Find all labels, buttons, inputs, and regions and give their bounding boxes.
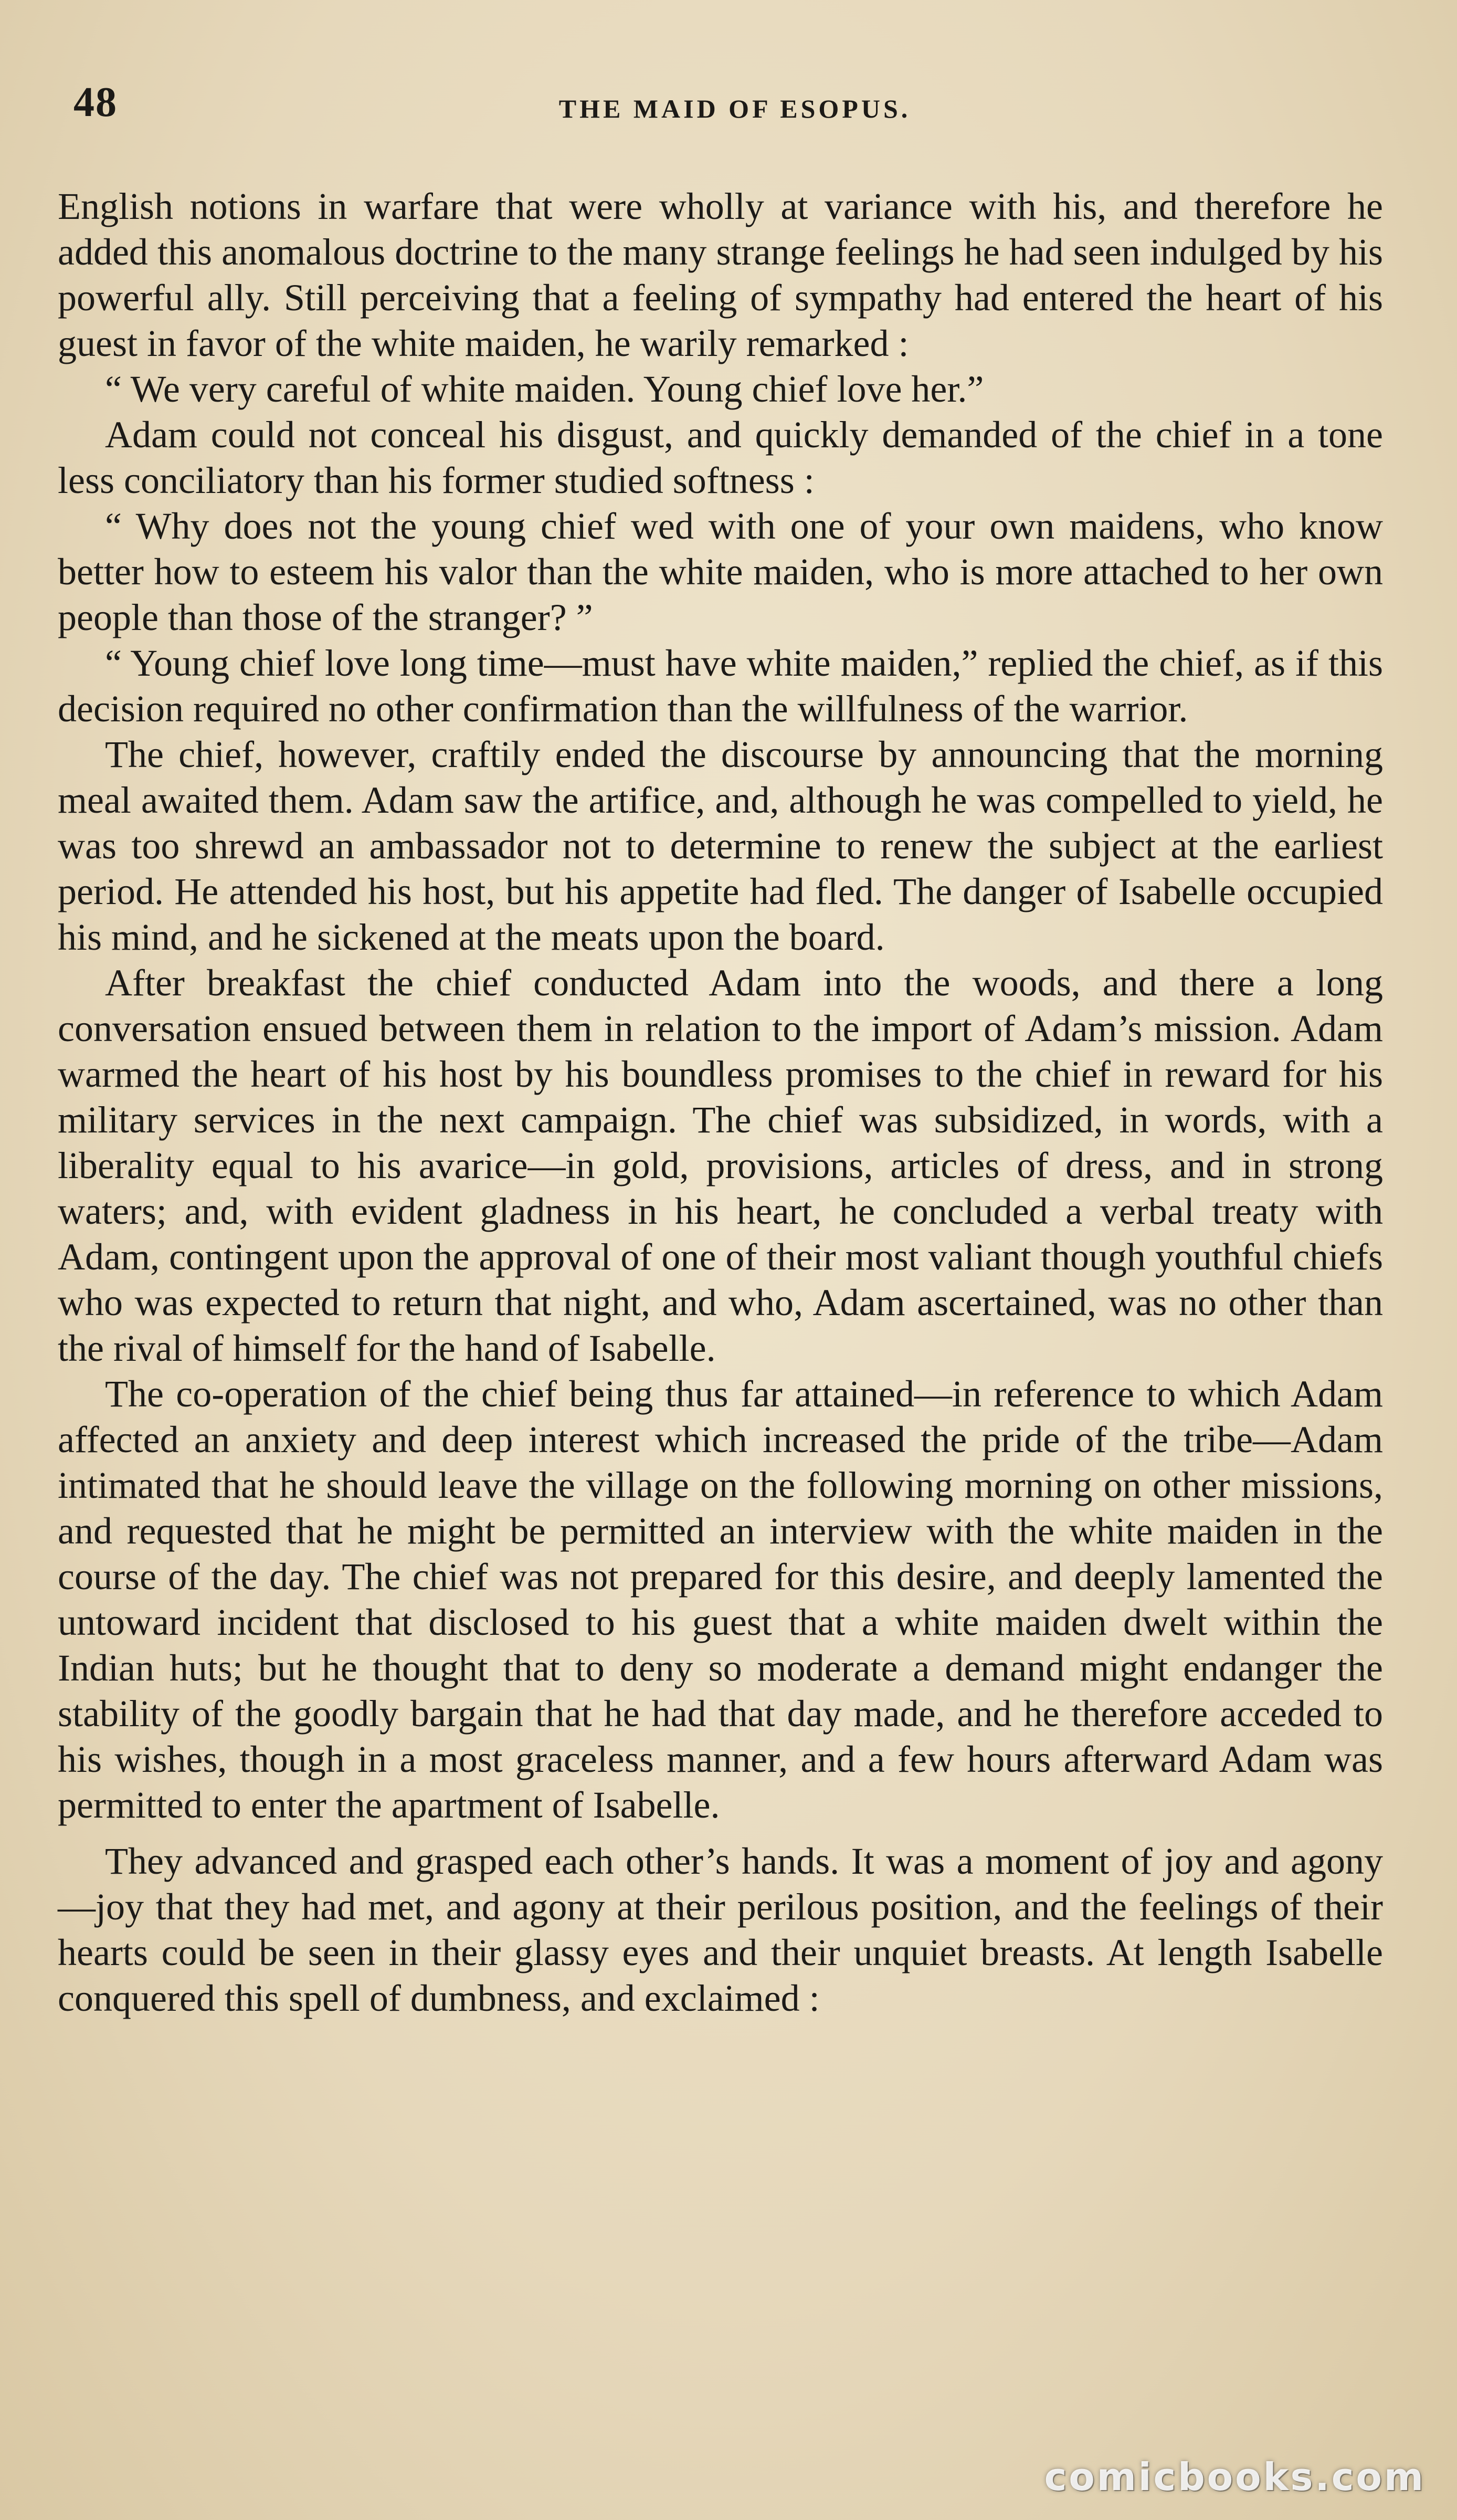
paragraph-5: “ Young chief love long time—must have white maiden,” replied the chief, as if this decision required no other confirmation than the willfulness of the warrior. (58, 642, 1383, 730)
paragraph-4: “ Why does not the young chief wed with one of your own maidens, who know better how to esteem his valor than the white maiden, who is more attached to her own people than those of the stranger? ” (58, 505, 1383, 638)
paragraph-6: The chief, however, craftily ended the discourse by announcing that the morning meal awaited them. Adam saw the artifice, and, although he was compelled to yield, he was too shrewd an ambassador not to determine to renew the subject at the earliest period. He attended his host, but his appetite had fled. The danger of Isabelle occupied his mind, and he sickened at the meats upon the board. (58, 733, 1383, 958)
paragraph-7: After breakfast the chief conducted Adam into the woods, and there a long conversation ensued between them in relation to the import of Adam’s mission. Adam warmed the heart of his host by his boundless promises to the chief in reward for his military services in the next campaign. The chief was subsidized, in words, with a liberality equal to his avarice—in gold, provisions, articles of dress, and in strong waters; and, with evident gladness in his heart, he concluded a verbal treaty with Adam, contingent upon the approval of one of their most valiant though youthful chiefs who was expected to return that night, and who, Adam ascertained, was no other than the rival of himself for the hand of Isabelle. (58, 962, 1383, 1369)
watermark: comicbooks.com (1044, 2455, 1426, 2499)
paragraph-1: English notions in warfare that were wholly at variance with his, and therefore he added this anomalous doctrine to the many strange feelings he had seen indulged by his powerful ally. Still perceiving that a feeling of sympathy had entered the heart of his guest in favor of the white maiden, he warily remarked : (58, 185, 1383, 364)
page-header (73, 79, 1396, 142)
page-number: 48 (73, 79, 118, 125)
body-text (58, 184, 1383, 2021)
paragraph-9: They advanced and grasped each other’s hands. It was a moment of joy and agony—joy that they had met, and agony at their perilous position, and the feelings of their hearts could be seen in their glassy eyes and their unquiet breasts. At length Isabelle conquered this spell of dumbness, and exclaimed : (58, 1840, 1383, 2019)
paragraph-2: “ We very careful of white maiden. Young chief love her.” (105, 368, 984, 410)
paragraph-3: Adam could not conceal his disgust, and quickly demanded of the chief in a tone less conciliatory than his former studied softness : (58, 414, 1383, 501)
running-title: THE MAID OF ESOPUS. (558, 94, 911, 123)
paragraph-8: The co-operation of the chief being thus far attained—in reference to which Adam affected an anxiety and deep interest which increased the pride of the tribe—Adam intimated that he should leave the village on the following morning on other missions, and requested that he might be permitted an interview with the white maiden in the course of the day. The chief was not prepared for this desire, and deeply lamented the untoward incident that disclosed to his guest that a white maiden dwelt within the Indian huts; but he thought that to deny so moderate a demand might endanger the stability of the goodly bargain that he had that day made, and he therefore acceded to his wishes, though in a most graceless manner, and a few hours afterward Adam was permitted to enter the apartment of Isabelle. (58, 1373, 1383, 1826)
